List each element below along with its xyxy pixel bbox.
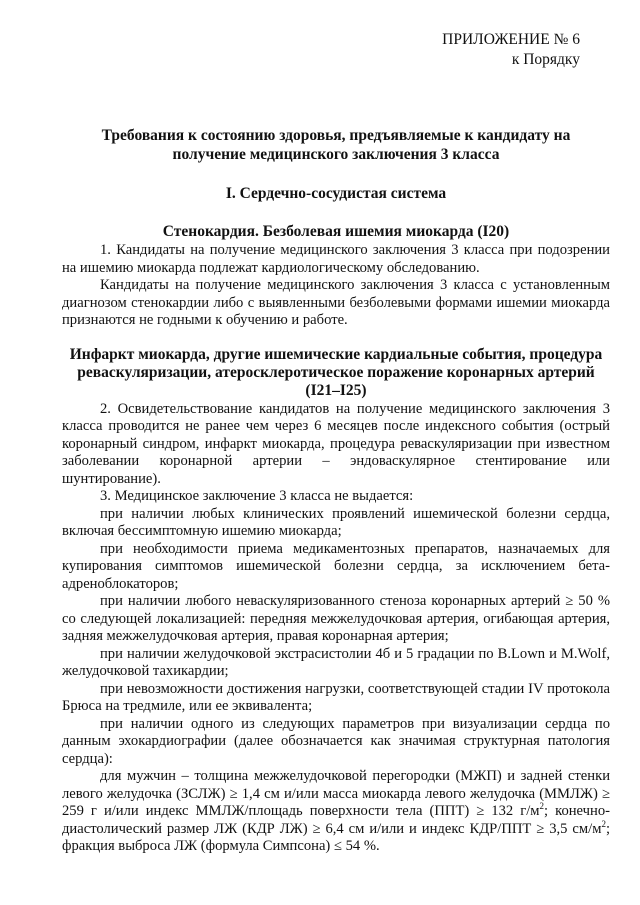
text-run: ; конечно-диастолический размер ЛЖ (КДР ЛЖ) ≥ 6,4 см и/или и индекс КДР/ППТ ≥ 3,5 см/м — [62, 803, 610, 837]
superscript: 2 — [601, 818, 606, 829]
text-run: для мужчин – толщина межжелудочковой перегородки (МЖП) и задней стенки левого желудочка (ЗСЛЖ) ≥ 1,4 см и/или масса миокарда левого желудочка (ММЛЖ) ≥ 259 г и/или индекс ММЛЖ/площадь поверхности тела (ППТ) ≥ 132 г/м — [62, 768, 610, 819]
document-title — [62, 126, 610, 164]
paragraph: при необходимости приема медикаментозных препаратов, назначаемых для купирования симптомов ишемической болезни сердца, за исключением бета-адреноблокаторов; — [62, 540, 610, 592]
paragraph: при наличии любых клинических проявлений ишемической болезни сердца, включая бессимптомную ишемию миокарда; — [62, 505, 610, 539]
document-body — [62, 126, 610, 856]
document-title-line: получение медицинского заключения 3 класса — [172, 146, 500, 163]
paragraph: 1. Кандидаты на получение медицинского заключения 3 класса при подозрении на ишемию миокарда подлежат кардиологическому обследованию. — [62, 242, 610, 276]
appendix-reference: к Порядку — [511, 51, 580, 68]
paragraph: 2. Освидетельствование кандидатов на получение медицинского заключения 3 класса проводится не ранее чем через 6 месяцев после индексного события (острый коронарный синдром, инфаркт миокарда, процедура реваскуляризации при известном заболевании коронарной артерии – эндоваскулярное стентирование или шунтирование). — [62, 400, 610, 487]
paragraph-criteria-men — [62, 768, 610, 856]
paragraph: при невозможности достижения нагрузки, соответствующей стадии IV протокола Брюса на тредмиле, или ее эквивалента; — [62, 680, 610, 714]
paragraph: при наличии желудочковой экстрасистолии 4б и 5 градации по B.Lown и M.Wolf, желудочковой тахикардии; — [62, 645, 610, 679]
subsection-title-line: (I21–I25) — [305, 381, 367, 399]
subsection-title-angina: Стенокардия. Безболевая ишемия миокарда (I20) — [162, 223, 510, 240]
paragraph: при наличии одного из следующих параметров при визуализации сердца по данным эхокардиографии (далее обозначается как значимая структурная патология сердца): — [62, 715, 610, 767]
paragraph: 3. Медицинское заключение 3 класса не выдается: — [100, 488, 414, 504]
paragraph: при наличии любого неваскуляризованного стеноза коронарных артерий ≥ 50 % со следующей локализацией: передняя межжелудочковая артерия, огибающая артерия, задняя межжелудочковая артерия, правая коронарная артерия; — [62, 593, 610, 644]
subsection-title-line: Инфаркт миокарда, другие ишемические кардиальные события, процедура — [69, 345, 603, 363]
document-title-line: Требования к состоянию здоровья, предъявляемые к кандидату на — [101, 127, 571, 144]
appendix-header — [442, 30, 580, 70]
paragraph: Кандидаты на получение медицинского заключения 3 класса с установленным диагнозом стенокардии либо с выявленными безболевыми формами ишемии миокарда признаются не годными к обучению и работе. — [62, 277, 610, 328]
section-title: I. Сердечно-сосудистая система — [225, 185, 447, 202]
appendix-number: ПРИЛОЖЕНИЕ № 6 — [442, 31, 580, 48]
text-run: ; фракция выброса ЛЖ (формула Симпсона) ≤ 54 %. — [62, 820, 610, 854]
superscript: 2 — [539, 801, 545, 812]
subsection-title-line: реваскуляризации, атеросклеротическое поражение коронарных артерий — [77, 363, 595, 381]
subsection-title-infarction — [62, 346, 610, 400]
